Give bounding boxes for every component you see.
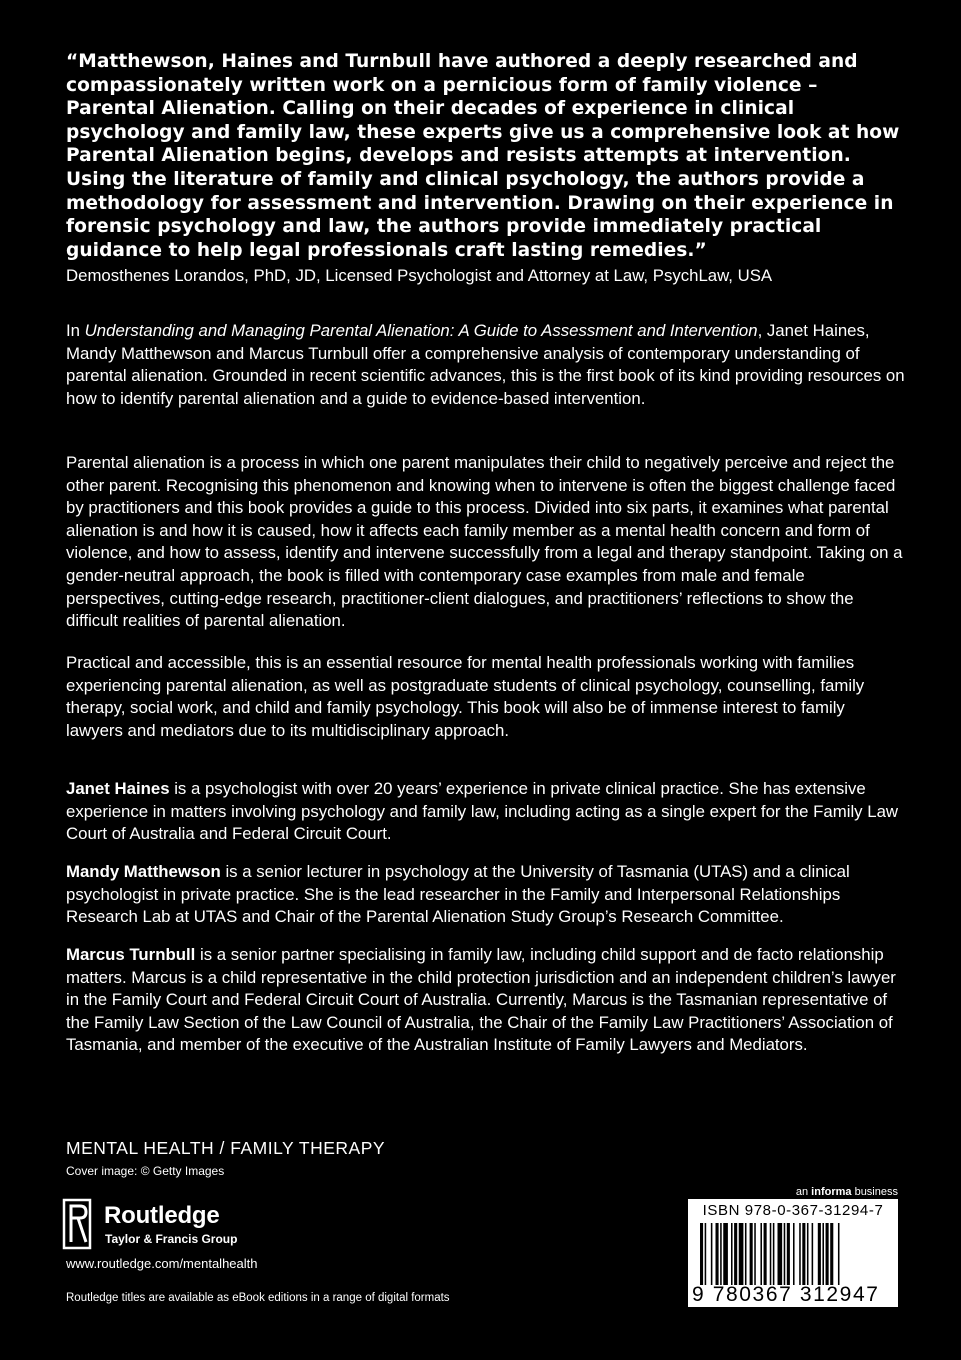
author-bio-matthewson: Mandy Matthewson is a senior lecturer in psychology at the University of Tasmania (UTAS) and a clinical psychologist in private practice. She is the lead researcher in the Family and Interpersonal Relationships Research Lab at UTAS and Chair of the Parental Alienation Study Group’s Research Committee.	[66, 862, 850, 927]
barcode-bar	[807, 1223, 809, 1285]
barcode-bar	[734, 1223, 737, 1285]
barcode-bar	[830, 1223, 833, 1285]
barcode-bar	[778, 1223, 783, 1285]
barcode-bar	[750, 1223, 753, 1285]
barcode-bars	[698, 1223, 888, 1289]
barcode-bar	[818, 1223, 821, 1285]
barcode-bar	[754, 1223, 756, 1285]
description-paragraph-1: In Understanding and Managing Parental Alienation: A Guide to Assessment and Intervention, Janet Haines, Mandy Matthewson and Marcus Turnbull offer a comprehensive analysis of contemporary understanding of parental alienation. Grounded in recent scientific advances, this is the first book of its kind providing resources on how to identify parental alienation and a guide to evidence-based intervention.	[66, 321, 905, 408]
barcode-bar	[711, 1223, 713, 1285]
barcode-bar	[731, 1223, 733, 1285]
author-name: Mandy Matthewson	[66, 862, 221, 881]
publisher-website: www.routledge.com/mentalhealth	[66, 1256, 258, 1271]
barcode-digits: 9 780367 312947	[692, 1283, 880, 1306]
barcode-bar	[705, 1223, 707, 1285]
barcode-bar	[799, 1223, 801, 1285]
barcode-bar	[700, 1223, 703, 1285]
barcode-bar	[787, 1223, 790, 1285]
barcode-bar	[822, 1223, 824, 1285]
barcode-bar	[826, 1223, 829, 1285]
endorsement-quote: “Matthewson, Haines and Turnbull have authored a deeply researched and compassionately written work on a pernicious form of family violence – Parental Alienation. Calling on their decades of experience in clinical psychology and family law, these experts give us a comprehensive look at how Parental Alienation begins, develops and resists attempts at intervention. Using the literature of family and clinical psychology, the authors provide a methodology for assessment and intervention. Drawing on their experience in forensic psychology and law, the authors provide immediately practical guidance to help legal professionals craft lasting remedies.”	[66, 51, 900, 261]
author-name: Marcus Turnbull	[66, 945, 196, 964]
ebook-note: Routledge titles are available as eBook editions in a range of digital formats	[66, 1292, 450, 1304]
barcode-bar	[773, 1223, 775, 1285]
author-bio-haines: Janet Haines is a psychologist with over 20 years’ experience in private clinical practice. She has extensive experience in matters involving psychology and family law, including acting as a single expert for the Family Law Court of Australia and Federal Circuit Court.	[66, 779, 899, 844]
barcode-bar	[812, 1223, 814, 1285]
book-title: Understanding and Managing Parental Alienation: A Guide to Assessment and Intervention	[84, 321, 758, 340]
barcode-bar	[764, 1223, 767, 1285]
author-bio-turnbull: Marcus Turnbull is a senior partner specialising in family law, including child support and de facto relationship matters. Marcus is a child representative in the child protection jurisdiction and an independent children’s lawyer in the Family Court and Federal Circuit Court of Australia. Currently, Marcus is the Tasmanian representative of the Family Law Section of the Law Council of Australia, the Chair of the Family Law Practitioners’ Association of Tasmania, and member of the executive of the Australian Institute of Family Lawyers and Mediators.	[66, 945, 896, 1055]
informa-tagline: an informa business	[795, 1186, 898, 1198]
barcode-bar	[739, 1223, 744, 1285]
barcode-bar	[784, 1223, 786, 1285]
barcode-bar	[760, 1223, 762, 1285]
description-paragraph-2: Parental alienation is a process in which one parent manipulates their child to negatively perceive and reject the other parent. Recognising this phenomenon and knowing when to intervene is often the biggest challenge faced by practitioners and this book provides a guide to this process. Divided into six parts, it examines what parental alienation is and how it is caused, how it affects each family member as a mental health concern and form of violence, and how to assess, identify and intervene successfully from a legal and therapy standpoint. Taking on a gender-neutral approach, the book is filled with contemporary case examples from male and female perspectives, cutting-edge research, practitioner-client dialogues, and practitioners’ reflections to show the difficult realities of parental alienation.	[66, 453, 903, 631]
cover-credit: Cover image: © Getty Images	[66, 1164, 225, 1178]
barcode-bar	[723, 1223, 728, 1285]
endorsement-attribution: Demosthenes Lorandos, PhD, JD, Licensed Psychologist and Attorney at Law, PsychLaw, USA	[66, 266, 773, 285]
barcode-bar	[720, 1223, 722, 1285]
barcode-bar	[770, 1223, 772, 1285]
barcode-bar	[745, 1223, 747, 1285]
barcode-bar	[802, 1223, 805, 1285]
barcode-bar	[716, 1223, 719, 1285]
subject-category: MENTAL HEALTH / FAMILY THERAPY	[66, 1138, 386, 1158]
barcode-bar	[838, 1223, 840, 1285]
author-name: Janet Haines	[66, 779, 170, 798]
routledge-r-icon	[62, 1198, 92, 1250]
isbn-label: ISBN 978-0-367-31294-7	[702, 1202, 884, 1219]
publisher-name: Routledge	[104, 1202, 220, 1229]
publisher-group: Taylor & Francis Group	[105, 1232, 238, 1246]
barcode-bar	[793, 1223, 795, 1285]
routledge-logo	[62, 1198, 322, 1254]
isbn-barcode	[688, 1199, 898, 1307]
description-paragraph-3: Practical and accessible, this is an essential resource for mental health professionals working with families experiencing parental alienation, as well as postgraduate students of clinical psychology, counselling, family therapy, social work, and child and family psychology. This book will also be of immense interest to family lawyers and mediators due to its multidisciplinary approach.	[66, 653, 865, 740]
